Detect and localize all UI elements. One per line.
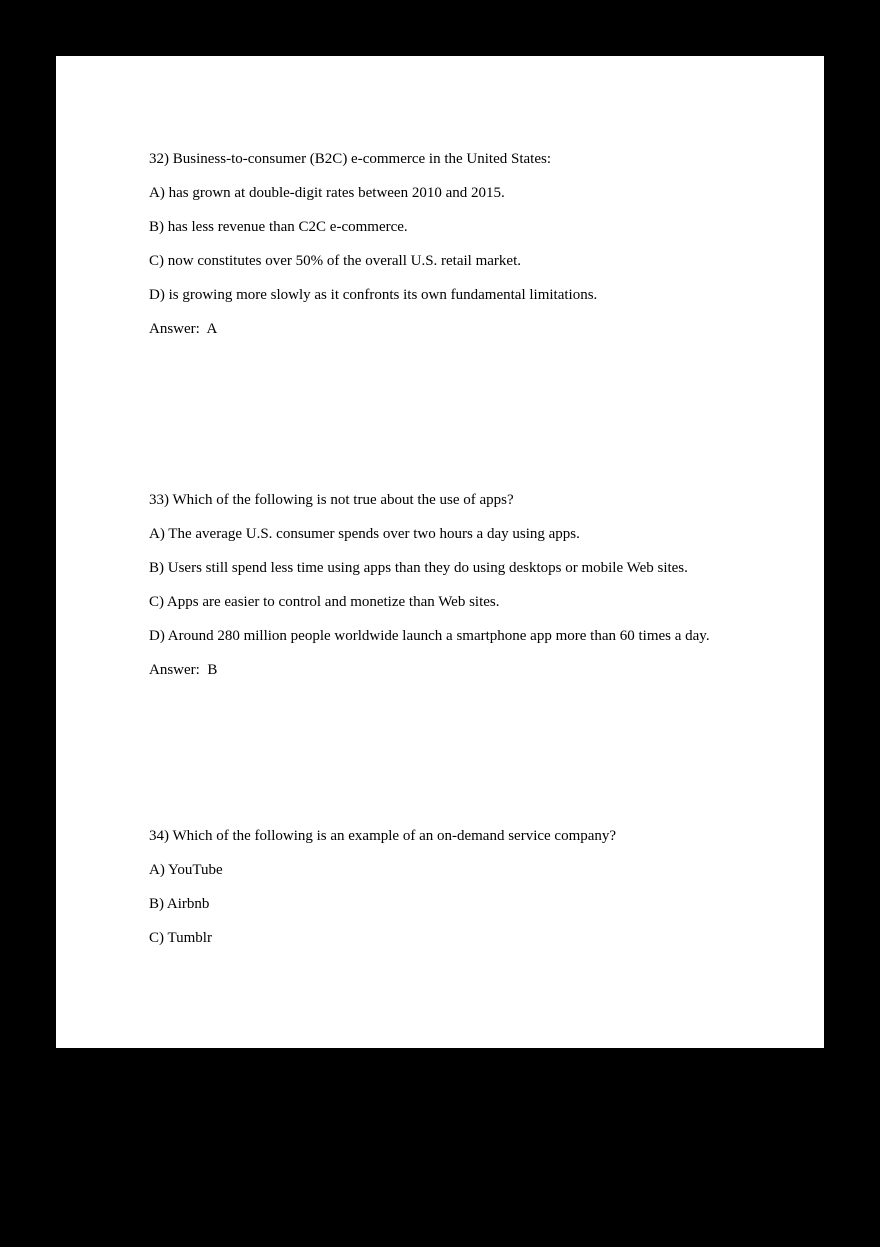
question-option-b: B) Users still spend less time using apps than they do using desktops or mobile Web sites.: [149, 560, 688, 576]
question-option-d: D) is growing more slowly as it confronts its own fundamental limitations.: [149, 287, 598, 303]
question-option-c: C) Tumblr: [149, 930, 212, 946]
question-option-a: A) has grown at double-digit rates between 2010 and 2015.: [149, 185, 505, 201]
question-option-b: B) Airbnb: [149, 896, 210, 912]
question-answer: Answer: A: [149, 321, 218, 337]
question-option-c: C) now constitutes over 50% of the overall U.S. retail market.: [149, 253, 521, 269]
question-34: [149, 819, 769, 955]
question-answer: Answer: B: [149, 662, 218, 678]
question-33: [149, 483, 769, 687]
question-option-d: D) Around 280 million people worldwide launch a smartphone app more than 60 times a day.: [149, 628, 710, 644]
question-option-b: B) has less revenue than C2C e-commerce.: [149, 219, 408, 235]
question-option-c: C) Apps are easier to control and monetize than Web sites.: [149, 594, 500, 610]
question-prompt: 32) Business-to-consumer (B2C) e-commerce in the United States:: [149, 151, 551, 167]
document-page: [56, 56, 824, 1048]
question-32: [149, 142, 769, 346]
question-prompt: 34) Which of the following is an example of an on-demand service company?: [149, 828, 617, 844]
question-option-a: A) The average U.S. consumer spends over two hours a day using apps.: [149, 526, 580, 542]
document-content: [149, 142, 769, 955]
question-option-a: A) YouTube: [149, 862, 223, 878]
question-prompt: 33) Which of the following is not true about the use of apps?: [149, 492, 514, 508]
